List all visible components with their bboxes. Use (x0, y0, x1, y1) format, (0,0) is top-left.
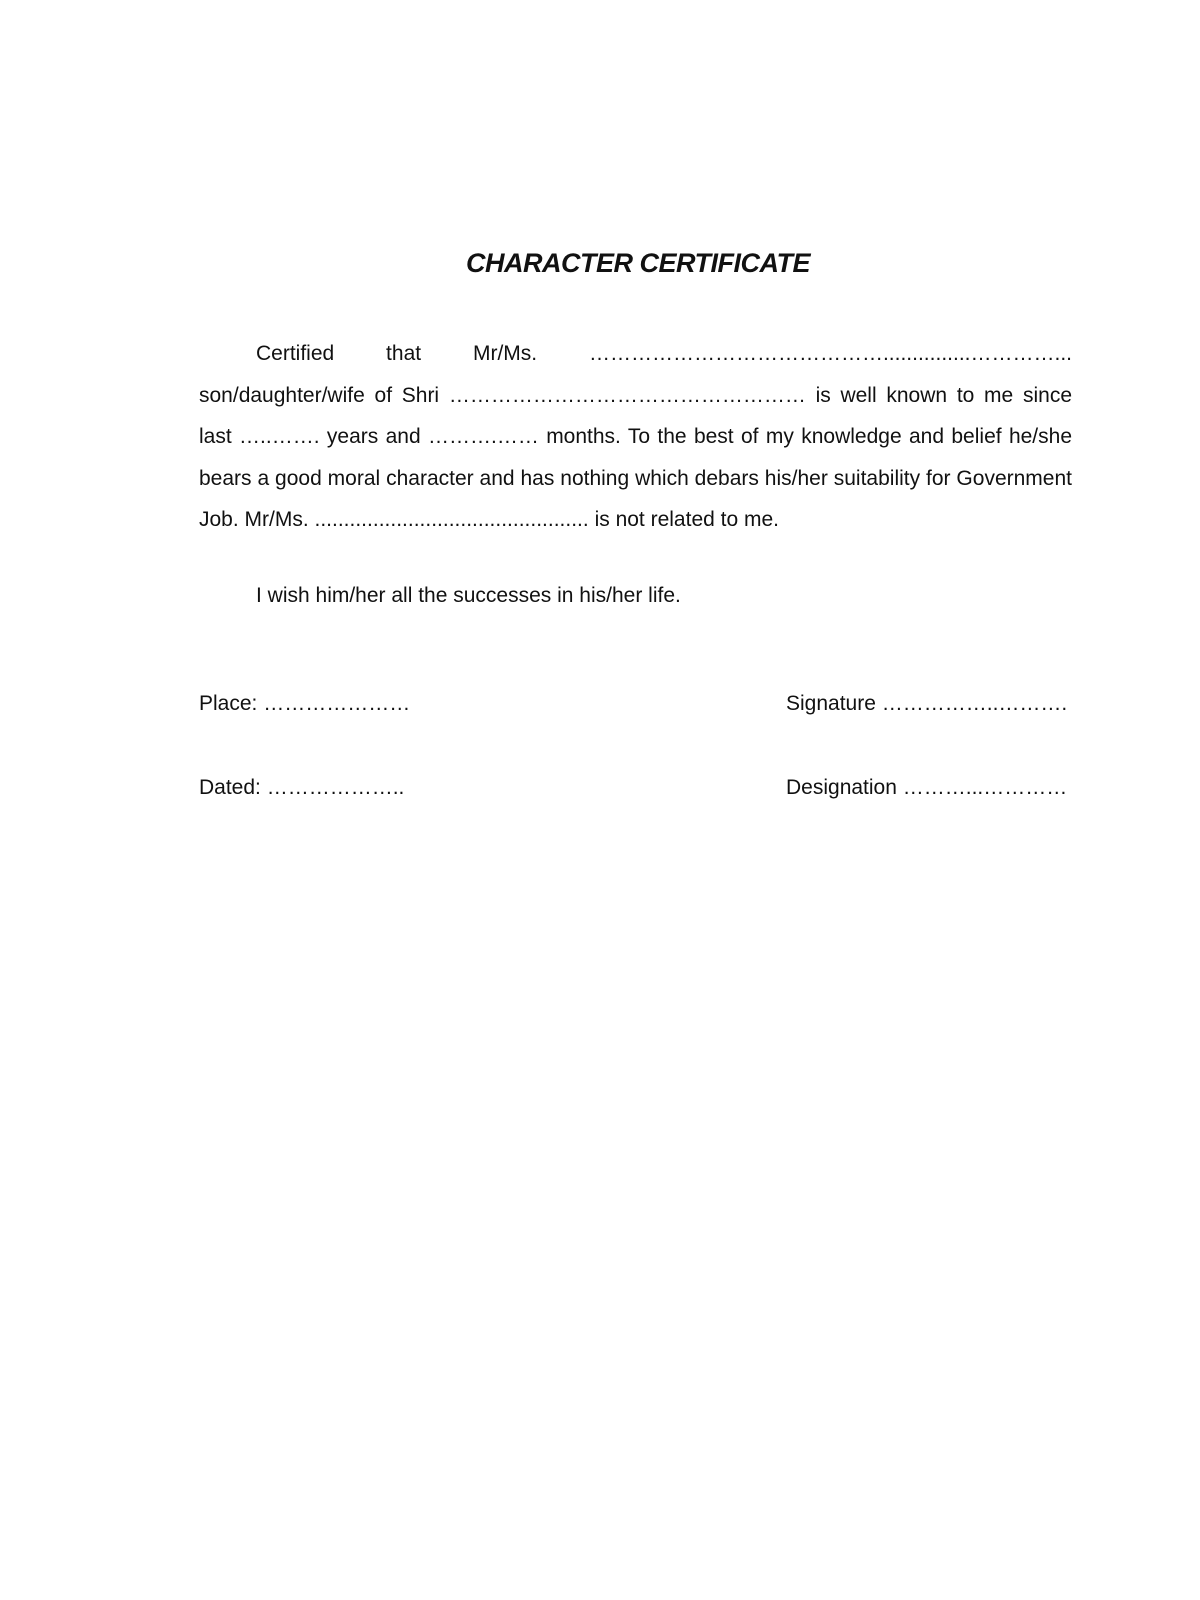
certificate-body-paragraph: Certified that Mr/Ms. ……………………………………...............…………... son/daughter/wife of Shri …………………………………………… is well known to me since last …..……. years and ……….…… months. To the best of my knowledge and belief he/she bears a good moral character and has nothing which debars his/her suitability for Government Job. Mr/Ms. ............................................... is not related to me. (199, 342, 1072, 531)
page-title: CHARACTER CERTIFICATE (466, 248, 810, 278)
place-field: Place: ………………… (199, 692, 411, 715)
wishes-paragraph: I wish him/her all the successes in his/her life. (256, 584, 681, 607)
dated-field: Dated: ……………….. (199, 776, 405, 799)
designation-field: Designation ………...………… (786, 776, 1068, 799)
signature-field: Signature ……………..………. (786, 692, 1068, 715)
